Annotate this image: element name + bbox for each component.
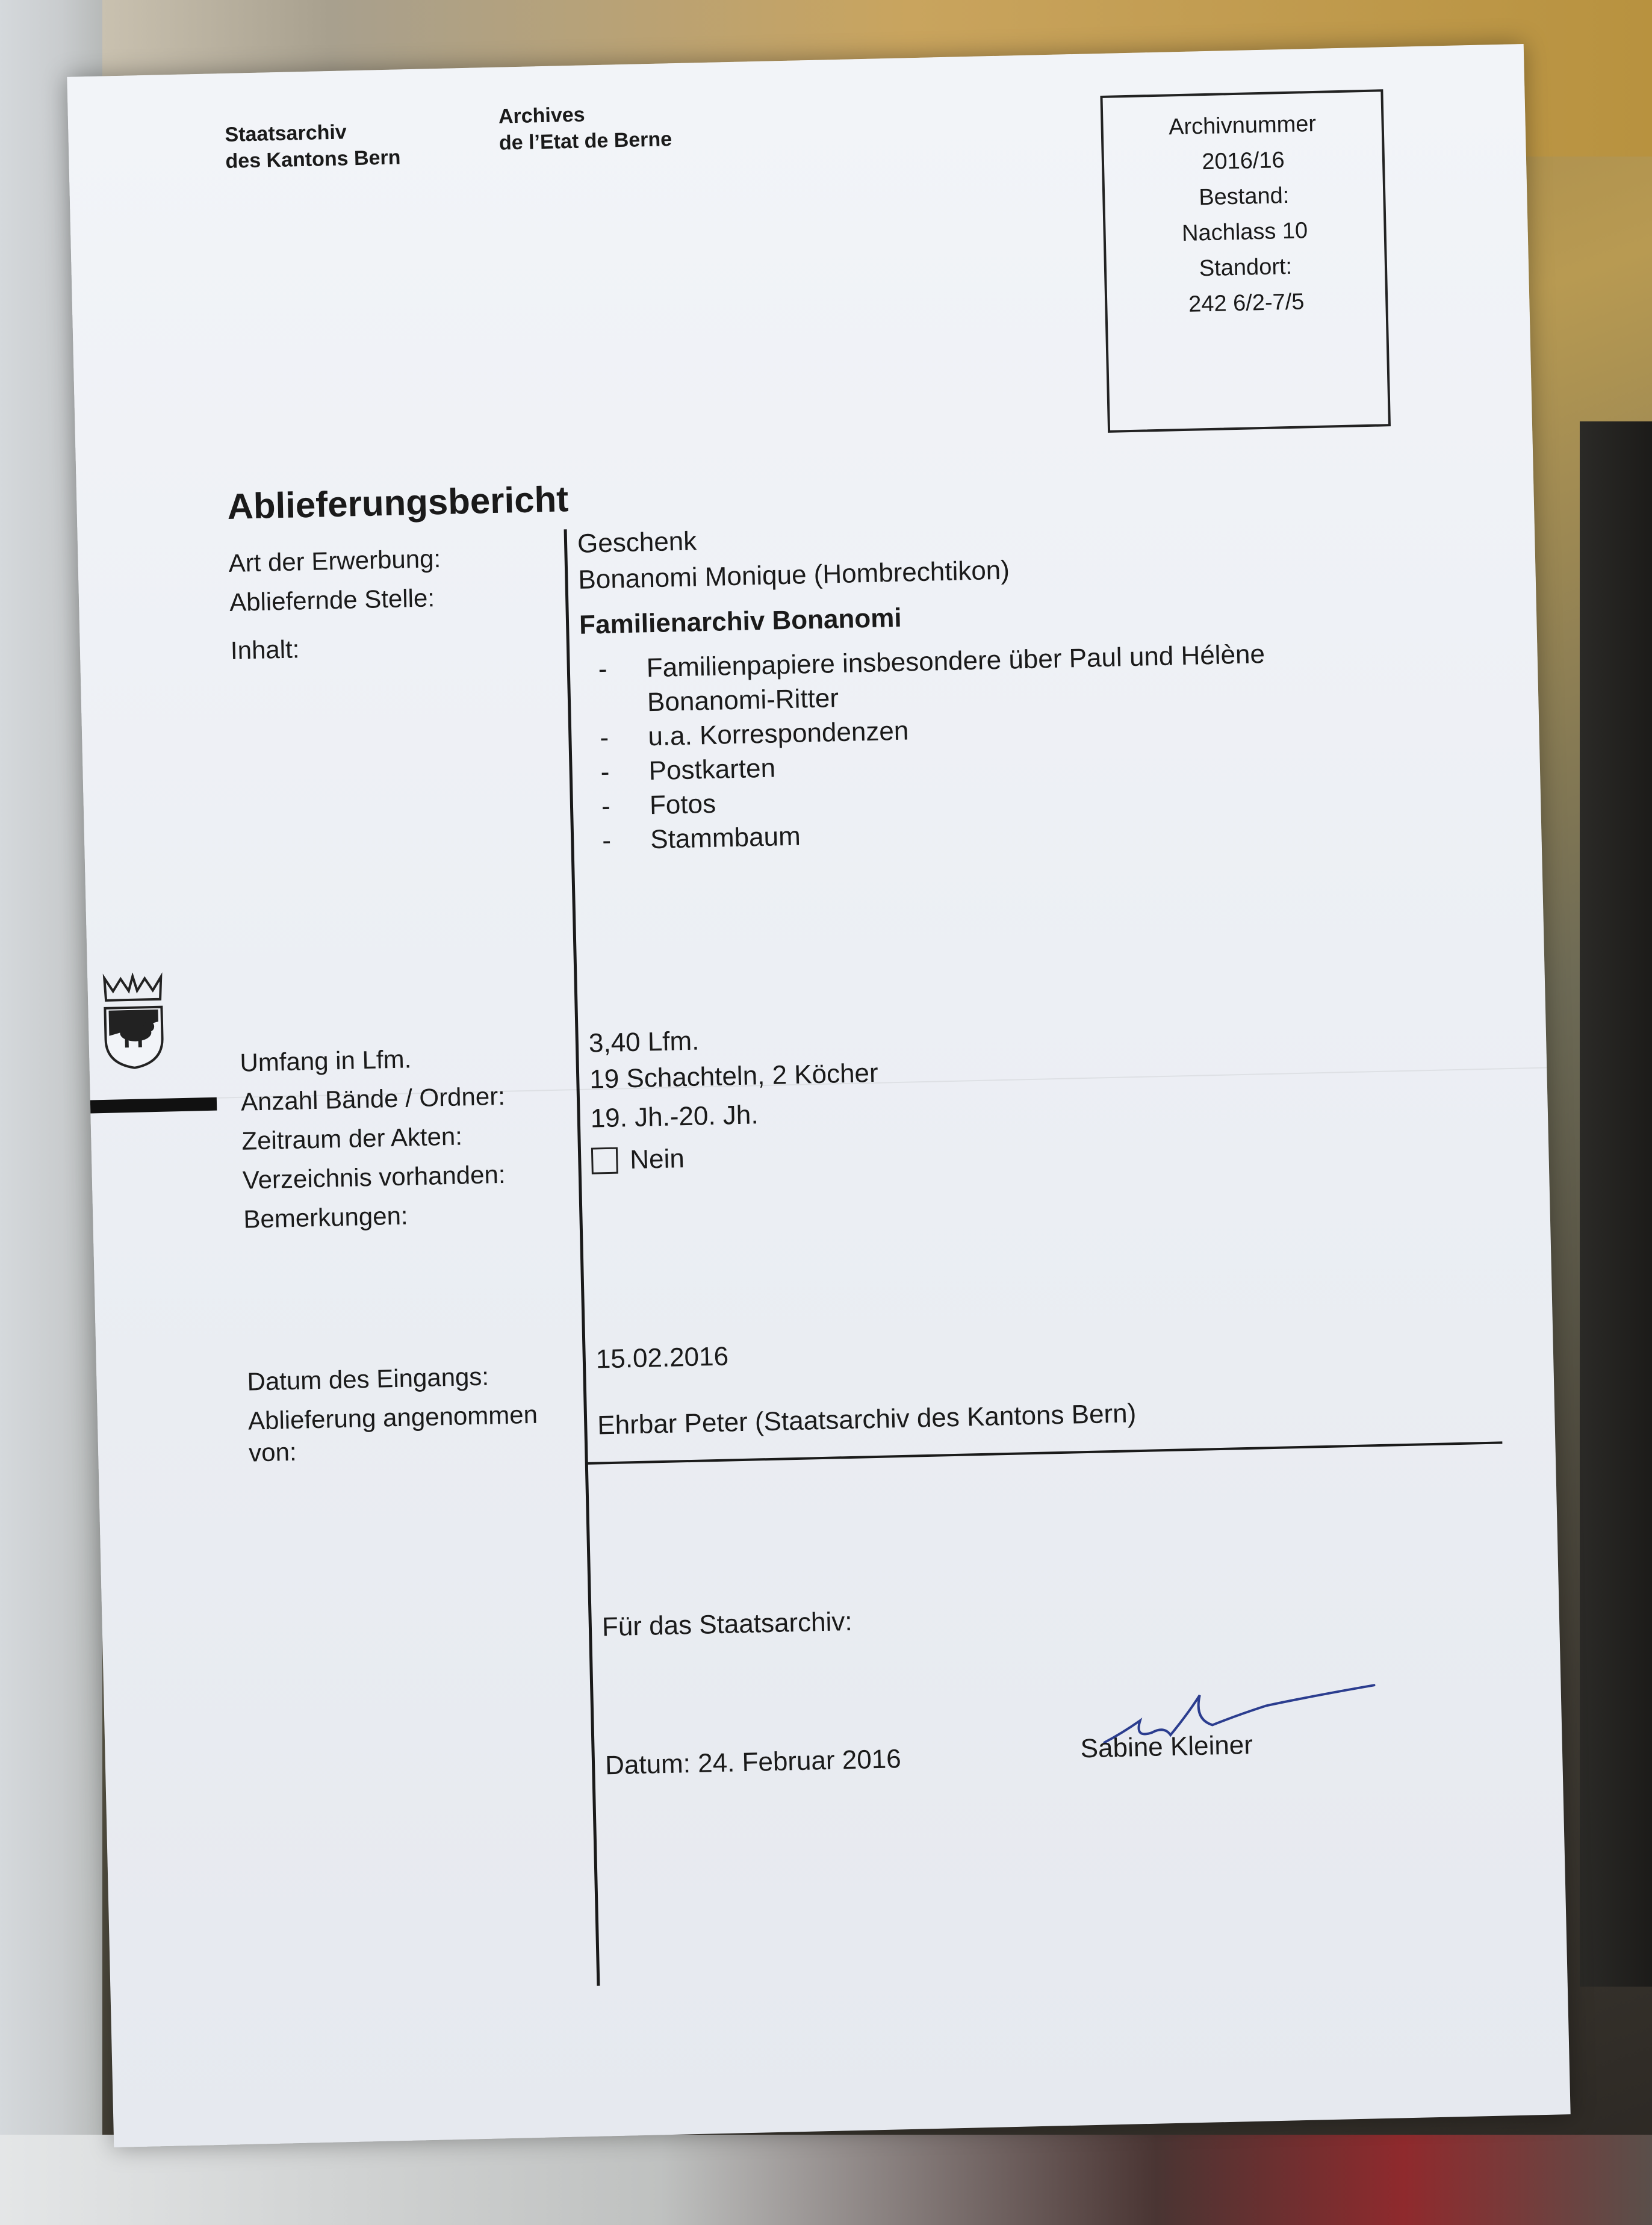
value-zeitraum: 19. Jh.-20. Jh.: [590, 1100, 759, 1134]
header-fr-line2: de l’Etat de Berne: [498, 128, 672, 155]
background-right: [1580, 421, 1652, 1987]
archive-box-line2: 2016/16: [1201, 147, 1285, 175]
document-sheet: [67, 44, 1570, 2147]
archive-box-line5: Standort:: [1199, 253, 1293, 282]
list-dash: -: [601, 791, 611, 822]
footer-signer: Sabine Kleiner: [1080, 1730, 1253, 1764]
label-datum-eingang: Datum des Eingangs:: [247, 1362, 489, 1396]
value-datum-eingang: 15.02.2016: [595, 1341, 729, 1374]
footer-fuer: Für das Staatsarchiv:: [601, 1606, 853, 1642]
document-title: Ablieferungsbericht: [226, 479, 569, 527]
label-zeitraum: Zeitraum der Akten:: [241, 1122, 463, 1155]
archive-box-line6: 242 6/2-7/5: [1188, 289, 1305, 317]
list-item-text: Postkarten: [648, 753, 776, 786]
column-divider: [564, 529, 600, 1985]
list-item-text: Stammbaum: [650, 821, 801, 855]
value-art: Geschenk: [577, 526, 697, 559]
list-dash: -: [601, 825, 612, 856]
list-item-text: u.a. Korrespondenzen: [647, 716, 909, 752]
value-verzeichnis: [591, 1144, 685, 1176]
inhalt-list: [598, 637, 1269, 858]
label-umfang: Umfang in Lfm.: [239, 1044, 412, 1077]
label-angenommen: Ablieferung angenommen: [247, 1400, 538, 1435]
empty-checkbox-icon: [591, 1147, 618, 1175]
label-stelle: Abliefernde Stelle:: [229, 583, 435, 616]
value-anzahl: 19 Schachteln, 2 Köcher: [589, 1058, 879, 1094]
value-inhalt-title: Familienarchiv Bonanomi: [579, 603, 902, 640]
list-dash: -: [600, 757, 610, 787]
value-stelle: Bonanomi Monique (Hombrechtikon): [577, 555, 1010, 595]
header-de-line1: Staatsarchiv: [225, 120, 347, 146]
list-item-text: Familienpapiere insbesondere über Paul und Hélène: [646, 639, 1265, 683]
label-anzahl: Anzahl Bände / Ordner:: [240, 1081, 506, 1116]
list-dash: -: [599, 722, 609, 753]
verzeichnis-text: Nein: [629, 1144, 685, 1175]
header-de-line2: des Kantons Bern: [225, 146, 401, 173]
value-angenommen: Ehrbar Peter (Staatsarchiv des Kantons Bern): [597, 1398, 1137, 1441]
label-art: Art der Erwerbung:: [228, 544, 441, 578]
separator-line: [588, 1441, 1503, 1464]
archive-number-box: [1100, 89, 1391, 433]
list-dash: -: [598, 654, 608, 684]
footer-datum: Datum: 24. Februar 2016: [604, 1744, 902, 1781]
bern-coat-of-arms-icon: [99, 972, 168, 1070]
value-umfang: 3,40 Lfm.: [588, 1026, 700, 1058]
list-item-text: Fotos: [649, 789, 716, 821]
list-item-text-cont: Bonanomi-Ritter: [647, 683, 839, 718]
archive-box-line3: Bestand:: [1198, 182, 1290, 211]
archive-box-line4: Nachlass 10: [1181, 218, 1308, 246]
label-inhalt: Inhalt:: [230, 635, 300, 665]
background-bottom: [0, 2135, 1652, 2225]
label-bemerkungen: Bemerkungen:: [243, 1201, 409, 1234]
header-archives: [498, 99, 672, 156]
label-verzeichnis: Verzeichnis vorhanden:: [242, 1159, 506, 1194]
header-fr-line1: Archives: [498, 103, 586, 128]
archive-box-line1: Archivnummer: [1168, 111, 1317, 140]
header-staatsarchiv: [225, 117, 401, 175]
label-angenommen-von: von:: [248, 1437, 297, 1467]
